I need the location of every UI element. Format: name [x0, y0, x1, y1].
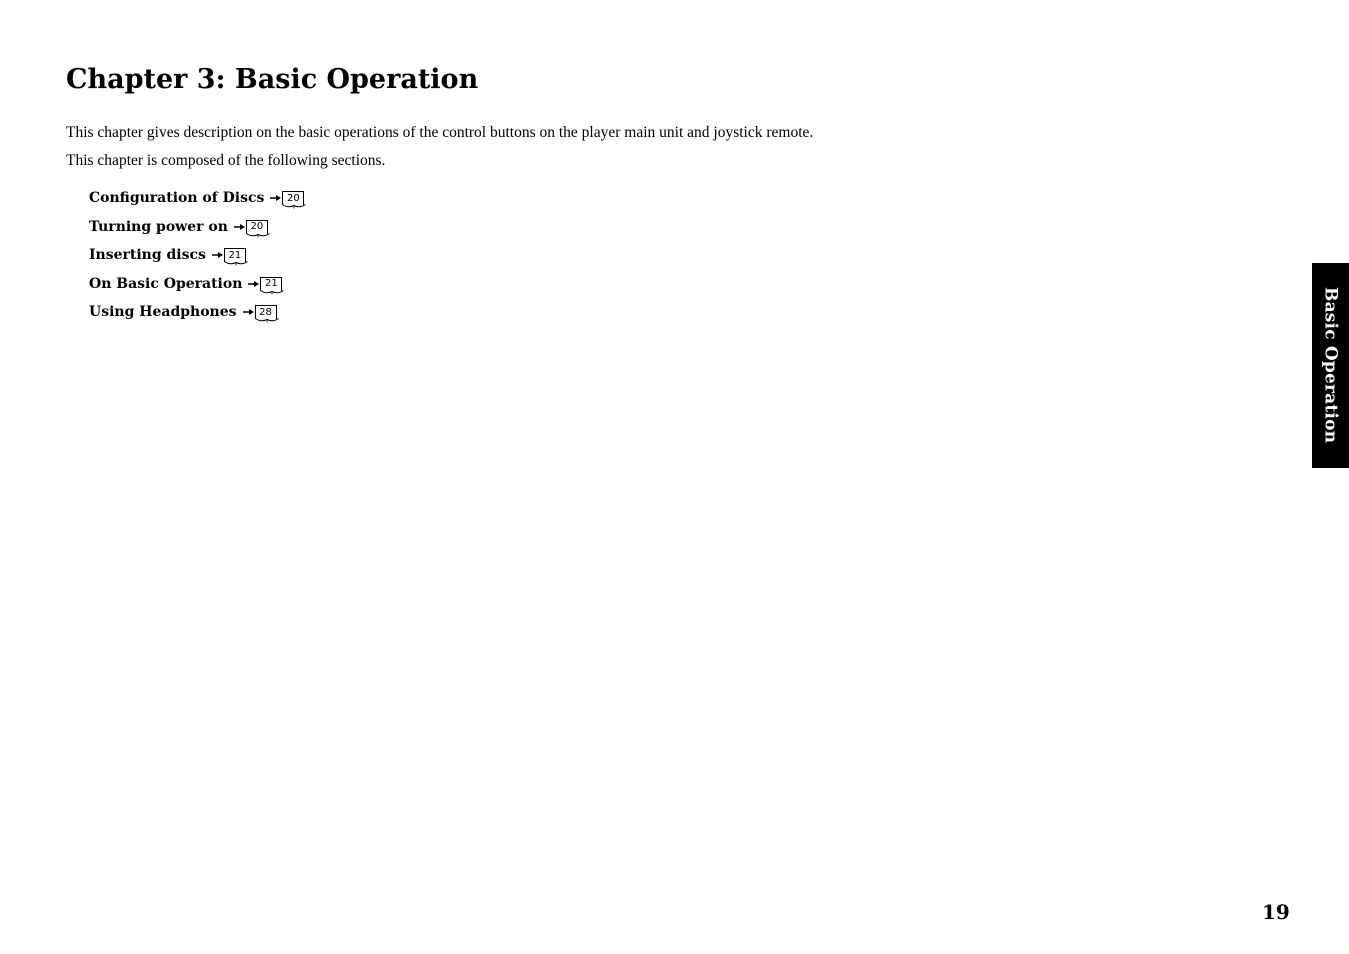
page-reference-number: 20 [287, 192, 300, 204]
open-book-icon [255, 318, 279, 323]
chapter-title: Chapter 3: Basic Operation [66, 64, 479, 95]
section-label: Configuration of Discs [89, 190, 265, 207]
section-link-using-headphones[interactable] [89, 298, 304, 327]
page-reference[interactable] [255, 305, 277, 319]
open-book-icon [224, 261, 248, 266]
arrow-right-icon [212, 251, 223, 259]
page-reference[interactable] [246, 220, 268, 234]
open-book-icon [246, 233, 270, 238]
chapter-side-tab [1312, 263, 1349, 468]
open-book-icon [260, 290, 284, 295]
intro-paragraph-description: This chapter gives description on the basic operations of the control buttons on the player main unit and joystick remote. [66, 124, 814, 141]
section-list [89, 184, 304, 327]
section-label: On Basic Operation [89, 275, 243, 292]
page-reference-number: 21 [265, 278, 278, 290]
page-number: 19 [1262, 900, 1290, 924]
section-label: Turning power on [89, 218, 228, 235]
page-reference[interactable] [224, 248, 246, 262]
arrow-right-icon [248, 280, 259, 288]
page-reference-number: 20 [250, 221, 264, 233]
arrow-right-icon [234, 223, 245, 231]
open-book-icon [282, 204, 306, 209]
section-link-on-basic-operation[interactable] [89, 270, 304, 299]
section-link-turning-power-on[interactable] [89, 213, 304, 242]
arrow-right-icon [243, 308, 254, 316]
section-link-configuration-of-discs[interactable] [89, 184, 304, 213]
arrow-right-icon [270, 194, 281, 202]
side-tab-label: Basic Operation [1320, 287, 1341, 444]
page-reference-number: 21 [228, 249, 242, 261]
section-link-inserting-discs[interactable] [89, 241, 304, 270]
page-reference[interactable] [282, 191, 304, 205]
section-label: Using Headphones [89, 304, 237, 321]
page-reference[interactable] [260, 277, 282, 291]
intro-paragraph-sections: This chapter is composed of the following sections. [66, 152, 386, 169]
page-reference-number: 28 [259, 306, 272, 318]
section-label: Inserting discs [89, 247, 206, 264]
